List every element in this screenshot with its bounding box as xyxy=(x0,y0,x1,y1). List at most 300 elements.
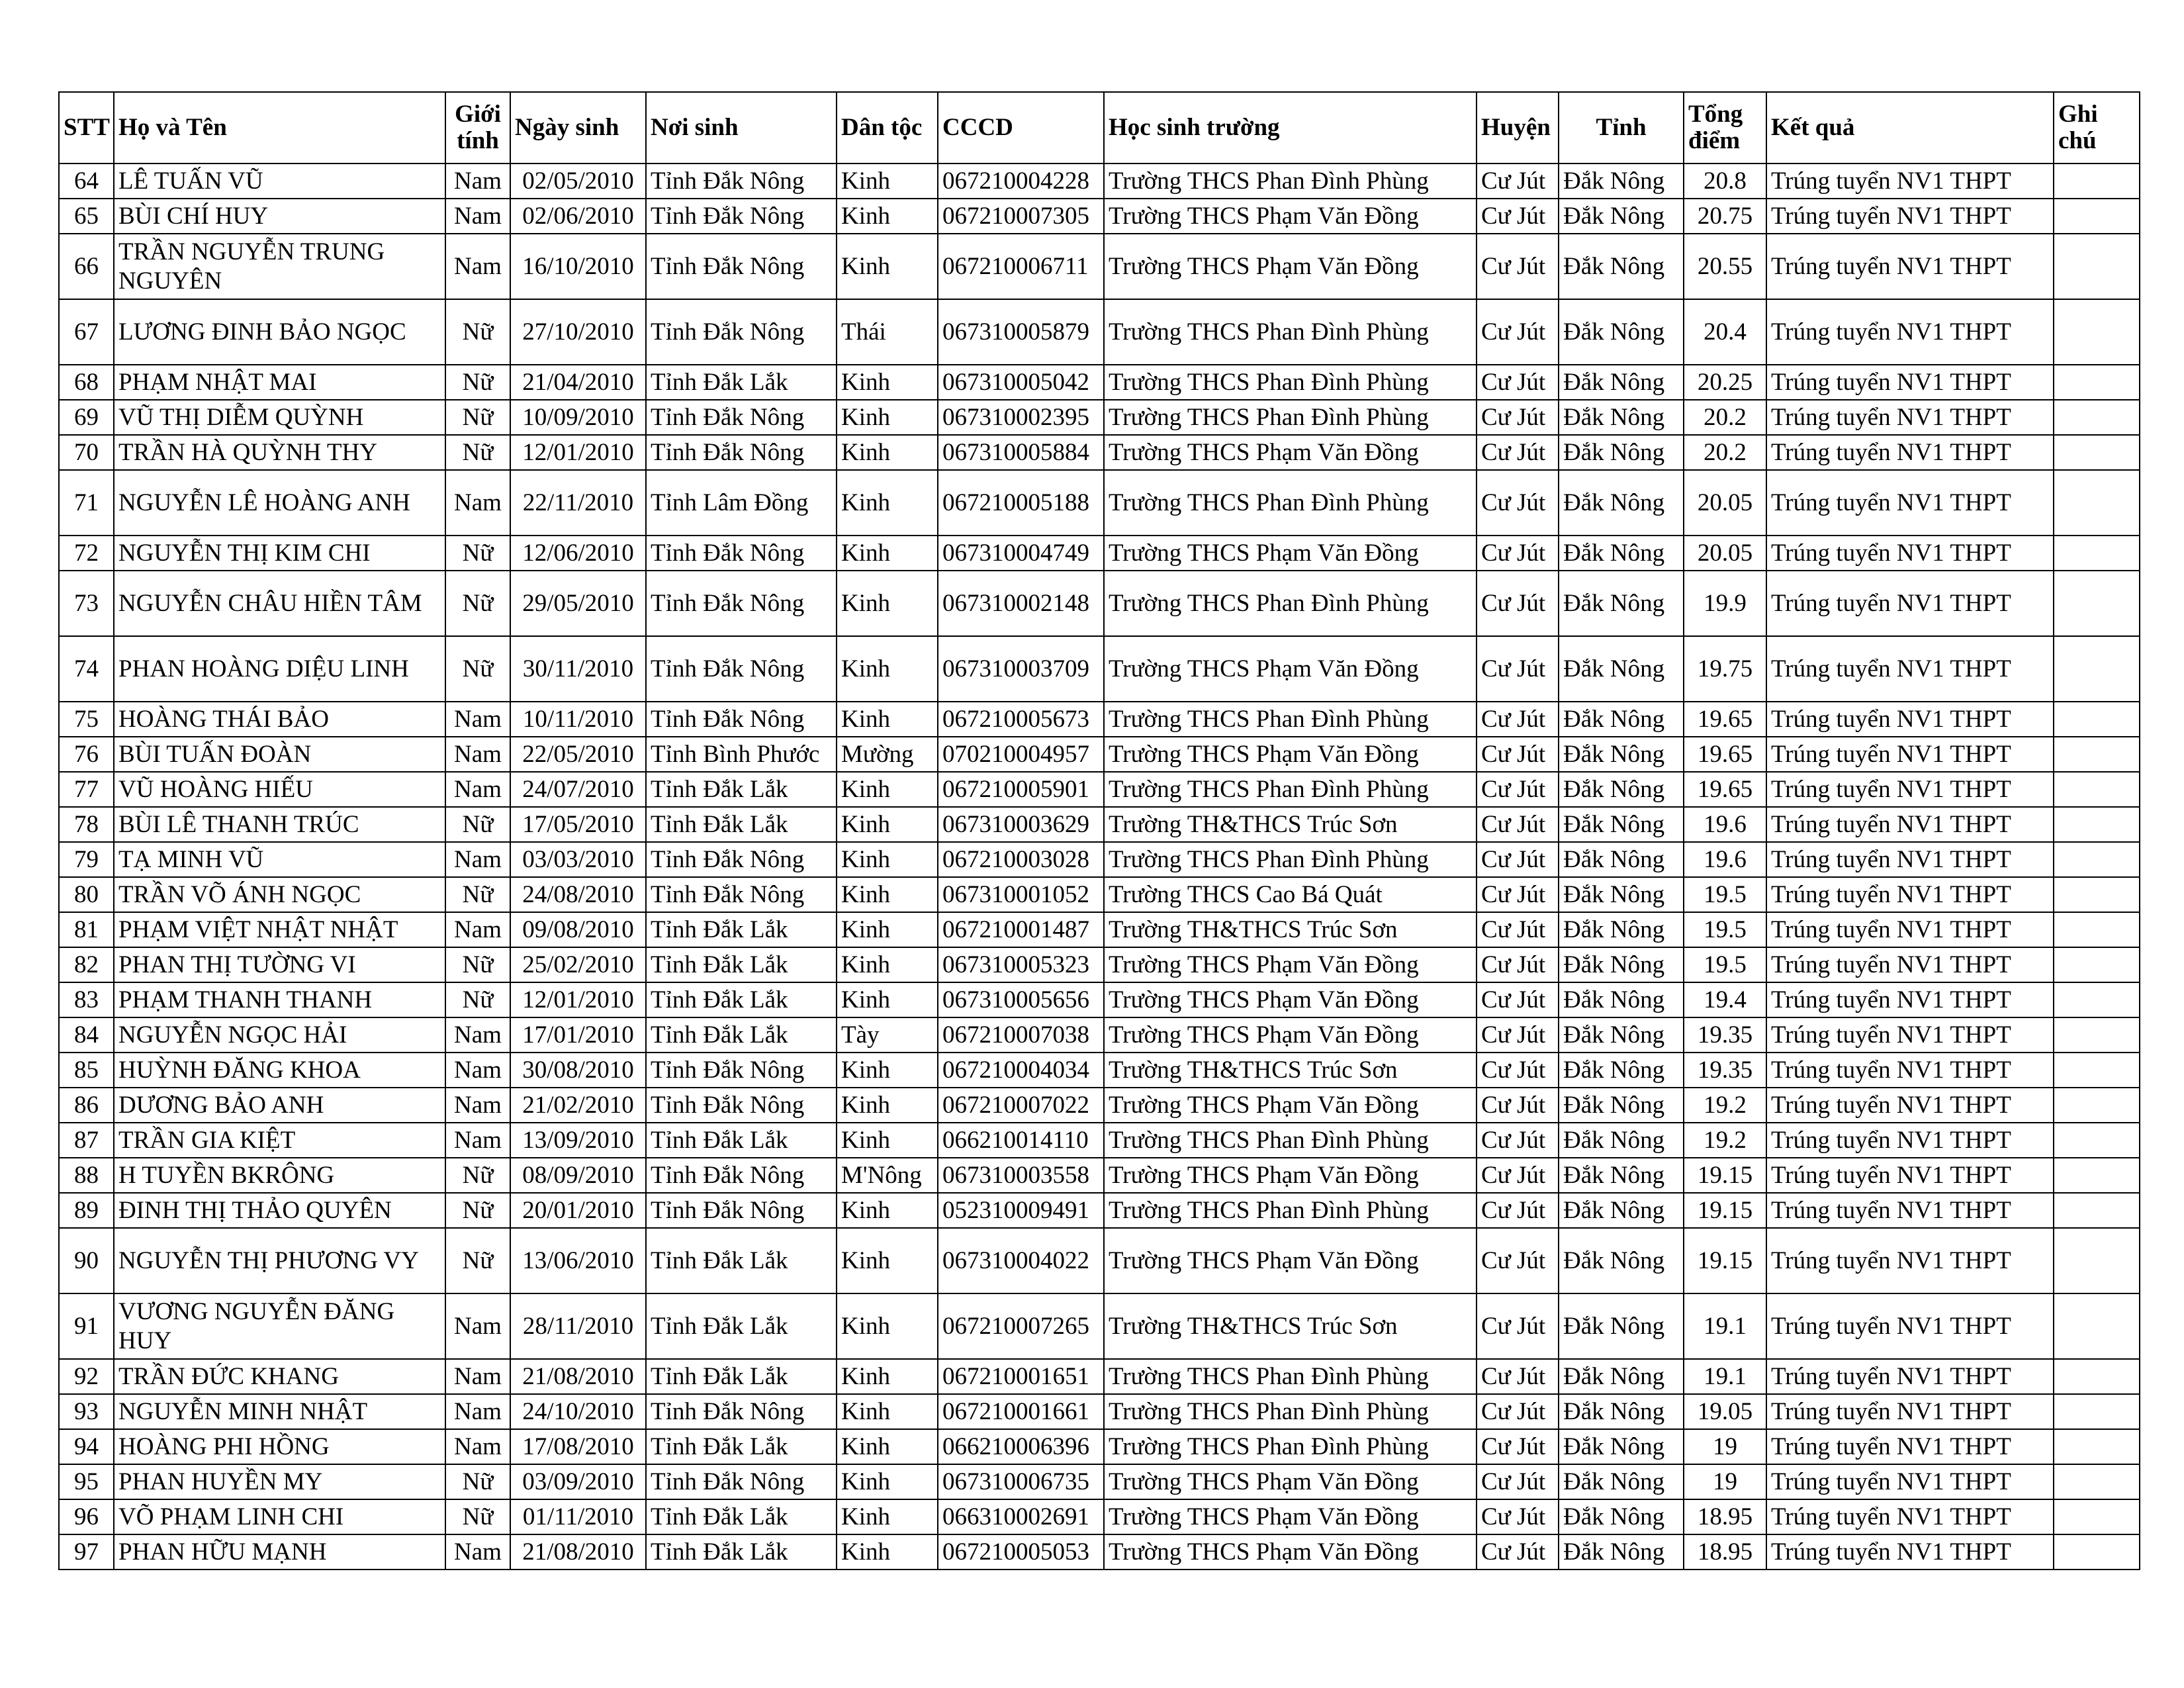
cell-province: Đắk Nông xyxy=(1559,1193,1684,1228)
cell-stt: 79 xyxy=(59,842,114,877)
cell-score: 19.5 xyxy=(1684,877,1766,912)
cell-stt: 87 xyxy=(59,1123,114,1158)
cell-province: Đắk Nông xyxy=(1559,1158,1684,1193)
cell-dob: 21/08/2010 xyxy=(510,1359,646,1394)
cell-school: Trường THCS Phan Đình Phùng xyxy=(1104,702,1477,737)
cell-dob: 03/03/2010 xyxy=(510,842,646,877)
cell-ethnicity: Kinh xyxy=(837,1293,938,1359)
cell-school: Trường THCS Phạm Văn Đồng xyxy=(1104,1464,1477,1499)
cell-result: Trúng tuyển NV1 THPT xyxy=(1766,877,2054,912)
header-note-label: Ghi chú xyxy=(2058,101,2098,154)
cell-district: Cư Jút xyxy=(1477,1228,1559,1293)
cell-cccd: 067310003558 xyxy=(938,1158,1104,1193)
cell-cccd: 067310003629 xyxy=(938,807,1104,842)
cell-cccd: 067310003709 xyxy=(938,636,1104,702)
cell-cccd: 067210004034 xyxy=(938,1053,1104,1088)
cell-province: Đắk Nông xyxy=(1559,365,1684,400)
cell-birthplace: Tỉnh Đắk Nông xyxy=(646,1394,837,1429)
cell-province: Đắk Nông xyxy=(1559,1123,1684,1158)
cell-cccd: 066310002691 xyxy=(938,1499,1104,1534)
table-row xyxy=(59,1429,2140,1464)
cell-name: NGUYỄN NGỌC HẢI xyxy=(114,1017,445,1053)
cell-province: Đắk Nông xyxy=(1559,1429,1684,1464)
cell-dob: 22/11/2010 xyxy=(510,470,646,536)
cell-province: Đắk Nông xyxy=(1559,1499,1684,1534)
table-row xyxy=(59,164,2140,199)
header-province: Tỉnh xyxy=(1559,92,1684,164)
cell-dob: 24/08/2010 xyxy=(510,877,646,912)
cell-score: 19.15 xyxy=(1684,1158,1766,1193)
header-result: Kết quả xyxy=(1766,92,2054,164)
cell-dob: 08/09/2010 xyxy=(510,1158,646,1193)
cell-score: 20.2 xyxy=(1684,400,1766,435)
cell-result: Trúng tuyển NV1 THPT xyxy=(1766,1293,2054,1359)
cell-school: Trường THCS Phạm Văn Đồng xyxy=(1104,435,1477,470)
cell-district: Cư Jút xyxy=(1477,1394,1559,1429)
cell-ethnicity: Kinh xyxy=(837,571,938,636)
cell-stt: 89 xyxy=(59,1193,114,1228)
cell-school: Trường THCS Phan Đình Phùng xyxy=(1104,470,1477,536)
cell-cccd: 067310005879 xyxy=(938,299,1104,365)
cell-note xyxy=(2054,234,2140,299)
cell-dob: 12/06/2010 xyxy=(510,536,646,571)
cell-result: Trúng tuyển NV1 THPT xyxy=(1766,1088,2054,1123)
cell-score: 18.95 xyxy=(1684,1499,1766,1534)
cell-name: PHAN HOÀNG DIỆU LINH xyxy=(114,636,445,702)
cell-birthplace: Tỉnh Đắk Lắk xyxy=(646,1017,837,1053)
cell-name: TRẦN VÕ ÁNH NGỌC xyxy=(114,877,445,912)
cell-stt: 92 xyxy=(59,1359,114,1394)
cell-note xyxy=(2054,772,2140,807)
cell-result: Trúng tuyển NV1 THPT xyxy=(1766,164,2054,199)
cell-gender: Nữ xyxy=(445,400,510,435)
cell-name: VƯƠNG NGUYỄN ĐĂNG HUY xyxy=(114,1293,445,1359)
cell-ethnicity: Thái xyxy=(837,299,938,365)
cell-name: PHAN HUYỀN MY xyxy=(114,1464,445,1499)
cell-ethnicity: Kinh xyxy=(837,435,938,470)
cell-name: PHẠM THANH THANH xyxy=(114,982,445,1017)
cell-score: 19.4 xyxy=(1684,982,1766,1017)
cell-score: 19.75 xyxy=(1684,636,1766,702)
cell-result: Trúng tuyển NV1 THPT xyxy=(1766,772,2054,807)
cell-note xyxy=(2054,1088,2140,1123)
cell-cccd: 067310005656 xyxy=(938,982,1104,1017)
cell-score: 19.6 xyxy=(1684,807,1766,842)
cell-name: PHẠM NHẬT MAI xyxy=(114,365,445,400)
cell-score: 19 xyxy=(1684,1429,1766,1464)
cell-province: Đắk Nông xyxy=(1559,842,1684,877)
cell-birthplace: Tỉnh Đắk Lắk xyxy=(646,912,837,947)
cell-result: Trúng tuyển NV1 THPT xyxy=(1766,842,2054,877)
cell-cccd: 067210004228 xyxy=(938,164,1104,199)
cell-dob: 22/05/2010 xyxy=(510,737,646,772)
table-row xyxy=(59,365,2140,400)
cell-cccd: 067310005884 xyxy=(938,435,1104,470)
cell-birthplace: Tỉnh Đắk Nông xyxy=(646,164,837,199)
cell-dob: 28/11/2010 xyxy=(510,1293,646,1359)
cell-gender: Nữ xyxy=(445,1499,510,1534)
cell-district: Cư Jút xyxy=(1477,982,1559,1017)
cell-ethnicity: Kinh xyxy=(837,164,938,199)
cell-gender: Nam xyxy=(445,1359,510,1394)
cell-gender: Nam xyxy=(445,164,510,199)
cell-note xyxy=(2054,912,2140,947)
cell-dob: 09/08/2010 xyxy=(510,912,646,947)
cell-dob: 25/02/2010 xyxy=(510,947,646,982)
cell-birthplace: Tỉnh Đắk Nông xyxy=(646,1158,837,1193)
cell-stt: 95 xyxy=(59,1464,114,1499)
cell-ethnicity: Kinh xyxy=(837,877,938,912)
cell-cccd: 067310005323 xyxy=(938,947,1104,982)
cell-district: Cư Jút xyxy=(1477,1158,1559,1193)
cell-score: 19.6 xyxy=(1684,842,1766,877)
cell-stt: 78 xyxy=(59,807,114,842)
cell-stt: 94 xyxy=(59,1429,114,1464)
table-row xyxy=(59,571,2140,636)
table-row xyxy=(59,1228,2140,1293)
cell-district: Cư Jút xyxy=(1477,536,1559,571)
table-row xyxy=(59,1464,2140,1499)
cell-ethnicity: Kinh xyxy=(837,234,938,299)
cell-province: Đắk Nông xyxy=(1559,1394,1684,1429)
cell-school: Trường THCS Phạm Văn Đồng xyxy=(1104,1017,1477,1053)
cell-stt: 93 xyxy=(59,1394,114,1429)
cell-result: Trúng tuyển NV1 THPT xyxy=(1766,299,2054,365)
cell-district: Cư Jút xyxy=(1477,435,1559,470)
cell-name: NGUYỄN LÊ HOÀNG ANH xyxy=(114,470,445,536)
cell-result: Trúng tuyển NV1 THPT xyxy=(1766,702,2054,737)
cell-cccd: 067210001661 xyxy=(938,1394,1104,1429)
cell-school: Trường THCS Phạm Văn Đồng xyxy=(1104,982,1477,1017)
cell-stt: 91 xyxy=(59,1293,114,1359)
table-row xyxy=(59,1088,2140,1123)
cell-province: Đắk Nông xyxy=(1559,164,1684,199)
cell-ethnicity: Kinh xyxy=(837,1053,938,1088)
cell-province: Đắk Nông xyxy=(1559,1053,1684,1088)
cell-birthplace: Tỉnh Đắk Lắk xyxy=(646,1359,837,1394)
header-gender-label: Giới tính xyxy=(455,101,501,154)
cell-school: Trường THCS Phan Đình Phùng xyxy=(1104,400,1477,435)
cell-name: PHAN HỮU MẠNH xyxy=(114,1534,445,1570)
table-row xyxy=(59,772,2140,807)
cell-school: Trường THCS Cao Bá Quát xyxy=(1104,877,1477,912)
cell-dob: 21/08/2010 xyxy=(510,1534,646,1570)
cell-name: ĐINH THỊ THẢO QUYÊN xyxy=(114,1193,445,1228)
cell-gender: Nữ xyxy=(445,807,510,842)
cell-cccd: 067210005673 xyxy=(938,702,1104,737)
cell-cccd: 067310005042 xyxy=(938,365,1104,400)
table-row xyxy=(59,947,2140,982)
cell-name: NGUYỄN THỊ KIM CHI xyxy=(114,536,445,571)
cell-note xyxy=(2054,636,2140,702)
cell-name: TRẦN NGUYỄN TRUNG NGUYÊN xyxy=(114,234,445,299)
cell-gender: Nữ xyxy=(445,982,510,1017)
cell-ethnicity: Kinh xyxy=(837,1534,938,1570)
cell-stt: 75 xyxy=(59,702,114,737)
cell-score: 19.65 xyxy=(1684,772,1766,807)
cell-dob: 03/09/2010 xyxy=(510,1464,646,1499)
cell-gender: Nam xyxy=(445,470,510,536)
cell-ethnicity: Kinh xyxy=(837,1193,938,1228)
cell-result: Trúng tuyển NV1 THPT xyxy=(1766,470,2054,536)
cell-district: Cư Jút xyxy=(1477,772,1559,807)
table-row xyxy=(59,1394,2140,1429)
cell-district: Cư Jút xyxy=(1477,1123,1559,1158)
cell-birthplace: Tỉnh Đắk Lắk xyxy=(646,1228,837,1293)
cell-school: Trường TH&THCS Trúc Sơn xyxy=(1104,912,1477,947)
cell-result: Trúng tuyển NV1 THPT xyxy=(1766,234,2054,299)
cell-birthplace: Tỉnh Đắk Nông xyxy=(646,636,837,702)
cell-ethnicity: Tày xyxy=(837,1017,938,1053)
cell-note xyxy=(2054,470,2140,536)
cell-dob: 13/09/2010 xyxy=(510,1123,646,1158)
cell-stt: 73 xyxy=(59,571,114,636)
header-ethnicity: Dân tộc xyxy=(837,92,938,164)
cell-gender: Nam xyxy=(445,234,510,299)
cell-result: Trúng tuyển NV1 THPT xyxy=(1766,400,2054,435)
cell-stt: 69 xyxy=(59,400,114,435)
cell-note xyxy=(2054,1053,2140,1088)
cell-gender: Nữ xyxy=(445,636,510,702)
cell-province: Đắk Nông xyxy=(1559,807,1684,842)
cell-district: Cư Jút xyxy=(1477,1017,1559,1053)
cell-school: Trường THCS Phan Đình Phùng xyxy=(1104,299,1477,365)
header-district: Huyện xyxy=(1477,92,1559,164)
cell-province: Đắk Nông xyxy=(1559,1293,1684,1359)
cell-dob: 10/11/2010 xyxy=(510,702,646,737)
cell-score: 20.55 xyxy=(1684,234,1766,299)
cell-district: Cư Jút xyxy=(1477,1053,1559,1088)
cell-dob: 12/01/2010 xyxy=(510,435,646,470)
cell-gender: Nữ xyxy=(445,365,510,400)
table-row xyxy=(59,470,2140,536)
table-row xyxy=(59,536,2140,571)
cell-result: Trúng tuyển NV1 THPT xyxy=(1766,199,2054,234)
cell-district: Cư Jút xyxy=(1477,702,1559,737)
cell-gender: Nam xyxy=(445,1123,510,1158)
cell-gender: Nam xyxy=(445,1053,510,1088)
cell-school: Trường THCS Phan Đình Phùng xyxy=(1104,1359,1477,1394)
cell-result: Trúng tuyển NV1 THPT xyxy=(1766,807,2054,842)
cell-result: Trúng tuyển NV1 THPT xyxy=(1766,1228,2054,1293)
cell-gender: Nam xyxy=(445,199,510,234)
table-row xyxy=(59,1293,2140,1359)
cell-stt: 68 xyxy=(59,365,114,400)
cell-district: Cư Jút xyxy=(1477,199,1559,234)
table-row xyxy=(59,807,2140,842)
table-row xyxy=(59,636,2140,702)
cell-note xyxy=(2054,1193,2140,1228)
cell-birthplace: Tỉnh Đắk Lắk xyxy=(646,947,837,982)
cell-note xyxy=(2054,1123,2140,1158)
cell-gender: Nam xyxy=(445,842,510,877)
cell-result: Trúng tuyển NV1 THPT xyxy=(1766,947,2054,982)
cell-name: TRẦN HÀ QUỲNH THY xyxy=(114,435,445,470)
cell-note xyxy=(2054,1017,2140,1053)
cell-stt: 80 xyxy=(59,877,114,912)
cell-district: Cư Jút xyxy=(1477,1534,1559,1570)
cell-district: Cư Jút xyxy=(1477,299,1559,365)
header-score xyxy=(1684,92,1766,164)
cell-birthplace: Tỉnh Lâm Đồng xyxy=(646,470,837,536)
cell-name: BÙI TUẤN ĐOÀN xyxy=(114,737,445,772)
cell-result: Trúng tuyển NV1 THPT xyxy=(1766,536,2054,571)
cell-name: LƯƠNG ĐINH BẢO NGỌC xyxy=(114,299,445,365)
cell-province: Đắk Nông xyxy=(1559,1017,1684,1053)
cell-ethnicity: Kinh xyxy=(837,947,938,982)
cell-birthplace: Tỉnh Đắk Nông xyxy=(646,877,837,912)
cell-name: TRẦN GIA KIỆT xyxy=(114,1123,445,1158)
table-row xyxy=(59,299,2140,365)
header-gender xyxy=(445,92,510,164)
cell-name: PHAN THỊ TƯỜNG VI xyxy=(114,947,445,982)
cell-district: Cư Jút xyxy=(1477,1429,1559,1464)
cell-birthplace: Tỉnh Đắk Nông xyxy=(646,400,837,435)
cell-name: VŨ HOÀNG HIẾU xyxy=(114,772,445,807)
cell-ethnicity: Kinh xyxy=(837,1088,938,1123)
cell-district: Cư Jút xyxy=(1477,912,1559,947)
cell-score: 19.65 xyxy=(1684,702,1766,737)
cell-note xyxy=(2054,199,2140,234)
cell-score: 19.35 xyxy=(1684,1053,1766,1088)
cell-stt: 96 xyxy=(59,1499,114,1534)
table-body xyxy=(59,164,2140,1570)
cell-province: Đắk Nông xyxy=(1559,702,1684,737)
cell-note xyxy=(2054,737,2140,772)
cell-note xyxy=(2054,1429,2140,1464)
cell-dob: 20/01/2010 xyxy=(510,1193,646,1228)
cell-province: Đắk Nông xyxy=(1559,737,1684,772)
cell-school: Trường THCS Phan Đình Phùng xyxy=(1104,1429,1477,1464)
cell-district: Cư Jút xyxy=(1477,470,1559,536)
cell-ethnicity: Kinh xyxy=(837,807,938,842)
cell-name: VŨ THỊ DIỄM QUỲNH xyxy=(114,400,445,435)
table-row xyxy=(59,982,2140,1017)
cell-stt: 90 xyxy=(59,1228,114,1293)
cell-school: Trường THCS Phạm Văn Đồng xyxy=(1104,234,1477,299)
cell-dob: 13/06/2010 xyxy=(510,1228,646,1293)
cell-note xyxy=(2054,1394,2140,1429)
cell-name: NGUYỄN MINH NHẬT xyxy=(114,1394,445,1429)
cell-name: NGUYỄN CHÂU HIỀN TÂM xyxy=(114,571,445,636)
cell-ethnicity: Kinh xyxy=(837,1429,938,1464)
cell-note xyxy=(2054,807,2140,842)
cell-gender: Nữ xyxy=(445,1158,510,1193)
cell-result: Trúng tuyển NV1 THPT xyxy=(1766,1429,2054,1464)
cell-ethnicity: Kinh xyxy=(837,1394,938,1429)
cell-stt: 71 xyxy=(59,470,114,536)
cell-birthplace: Tỉnh Đắk Lắk xyxy=(646,1534,837,1570)
cell-score: 20.2 xyxy=(1684,435,1766,470)
cell-dob: 17/08/2010 xyxy=(510,1429,646,1464)
cell-stt: 85 xyxy=(59,1053,114,1088)
cell-stt: 82 xyxy=(59,947,114,982)
cell-school: Trường THCS Phan Đình Phùng xyxy=(1104,842,1477,877)
cell-district: Cư Jút xyxy=(1477,1464,1559,1499)
cell-birthplace: Tỉnh Đắk Nông xyxy=(646,536,837,571)
cell-district: Cư Jút xyxy=(1477,234,1559,299)
cell-note xyxy=(2054,1359,2140,1394)
cell-score: 19.05 xyxy=(1684,1394,1766,1429)
cell-province: Đắk Nông xyxy=(1559,982,1684,1017)
cell-school: Trường TH&THCS Trúc Sơn xyxy=(1104,1293,1477,1359)
cell-result: Trúng tuyển NV1 THPT xyxy=(1766,636,2054,702)
cell-school: Trường THCS Phạm Văn Đồng xyxy=(1104,1499,1477,1534)
cell-birthplace: Tỉnh Đắk Nông xyxy=(646,1464,837,1499)
cell-district: Cư Jút xyxy=(1477,807,1559,842)
cell-name: H TUYỀN BKRÔNG xyxy=(114,1158,445,1193)
cell-school: Trường THCS Phạm Văn Đồng xyxy=(1104,947,1477,982)
cell-ethnicity: Kinh xyxy=(837,1359,938,1394)
cell-note xyxy=(2054,571,2140,636)
cell-score: 20.8 xyxy=(1684,164,1766,199)
cell-school: Trường THCS Phạm Văn Đồng xyxy=(1104,636,1477,702)
cell-cccd: 067310006735 xyxy=(938,1464,1104,1499)
cell-school: Trường TH&THCS Trúc Sơn xyxy=(1104,1053,1477,1088)
cell-name: BÙI LÊ THANH TRÚC xyxy=(114,807,445,842)
cell-district: Cư Jút xyxy=(1477,1499,1559,1534)
cell-result: Trúng tuyển NV1 THPT xyxy=(1766,571,2054,636)
cell-score: 19.15 xyxy=(1684,1193,1766,1228)
cell-school: Trường THCS Phan Đình Phùng xyxy=(1104,1193,1477,1228)
cell-stt: 66 xyxy=(59,234,114,299)
cell-province: Đắk Nông xyxy=(1559,470,1684,536)
cell-school: Trường THCS Phạm Văn Đồng xyxy=(1104,199,1477,234)
cell-result: Trúng tuyển NV1 THPT xyxy=(1766,1053,2054,1088)
cell-cccd: 066210014110 xyxy=(938,1123,1104,1158)
cell-ethnicity: Kinh xyxy=(837,702,938,737)
cell-school: Trường THCS Phan Đình Phùng xyxy=(1104,164,1477,199)
cell-score: 19.15 xyxy=(1684,1228,1766,1293)
cell-school: Trường THCS Phạm Văn Đồng xyxy=(1104,1158,1477,1193)
cell-stt: 70 xyxy=(59,435,114,470)
cell-name: HUỲNH ĐĂNG KHOA xyxy=(114,1053,445,1088)
cell-score: 20.4 xyxy=(1684,299,1766,365)
cell-cccd: 067310002395 xyxy=(938,400,1104,435)
cell-result: Trúng tuyển NV1 THPT xyxy=(1766,1193,2054,1228)
table-row xyxy=(59,1123,2140,1158)
header-row xyxy=(59,92,2140,164)
cell-result: Trúng tuyển NV1 THPT xyxy=(1766,1534,2054,1570)
cell-cccd: 067310004749 xyxy=(938,536,1104,571)
cell-district: Cư Jút xyxy=(1477,636,1559,702)
cell-gender: Nam xyxy=(445,1429,510,1464)
cell-district: Cư Jút xyxy=(1477,400,1559,435)
cell-score: 19.9 xyxy=(1684,571,1766,636)
cell-score: 19.2 xyxy=(1684,1088,1766,1123)
cell-ethnicity: Kinh xyxy=(837,1499,938,1534)
cell-ethnicity: Kinh xyxy=(837,536,938,571)
cell-cccd: 067210001487 xyxy=(938,912,1104,947)
table-row xyxy=(59,912,2140,947)
cell-result: Trúng tuyển NV1 THPT xyxy=(1766,1464,2054,1499)
cell-ethnicity: Kinh xyxy=(837,772,938,807)
cell-note xyxy=(2054,299,2140,365)
cell-score: 20.75 xyxy=(1684,199,1766,234)
table-row xyxy=(59,1193,2140,1228)
cell-stt: 74 xyxy=(59,636,114,702)
cell-ethnicity: Kinh xyxy=(837,1123,938,1158)
cell-cccd: 067210007265 xyxy=(938,1293,1104,1359)
table-row xyxy=(59,435,2140,470)
cell-ethnicity: Kinh xyxy=(837,842,938,877)
cell-cccd: 067310004022 xyxy=(938,1228,1104,1293)
table-row xyxy=(59,842,2140,877)
cell-dob: 01/11/2010 xyxy=(510,1499,646,1534)
cell-ethnicity: Kinh xyxy=(837,636,938,702)
cell-ethnicity: Kinh xyxy=(837,1228,938,1293)
cell-score: 19.65 xyxy=(1684,737,1766,772)
